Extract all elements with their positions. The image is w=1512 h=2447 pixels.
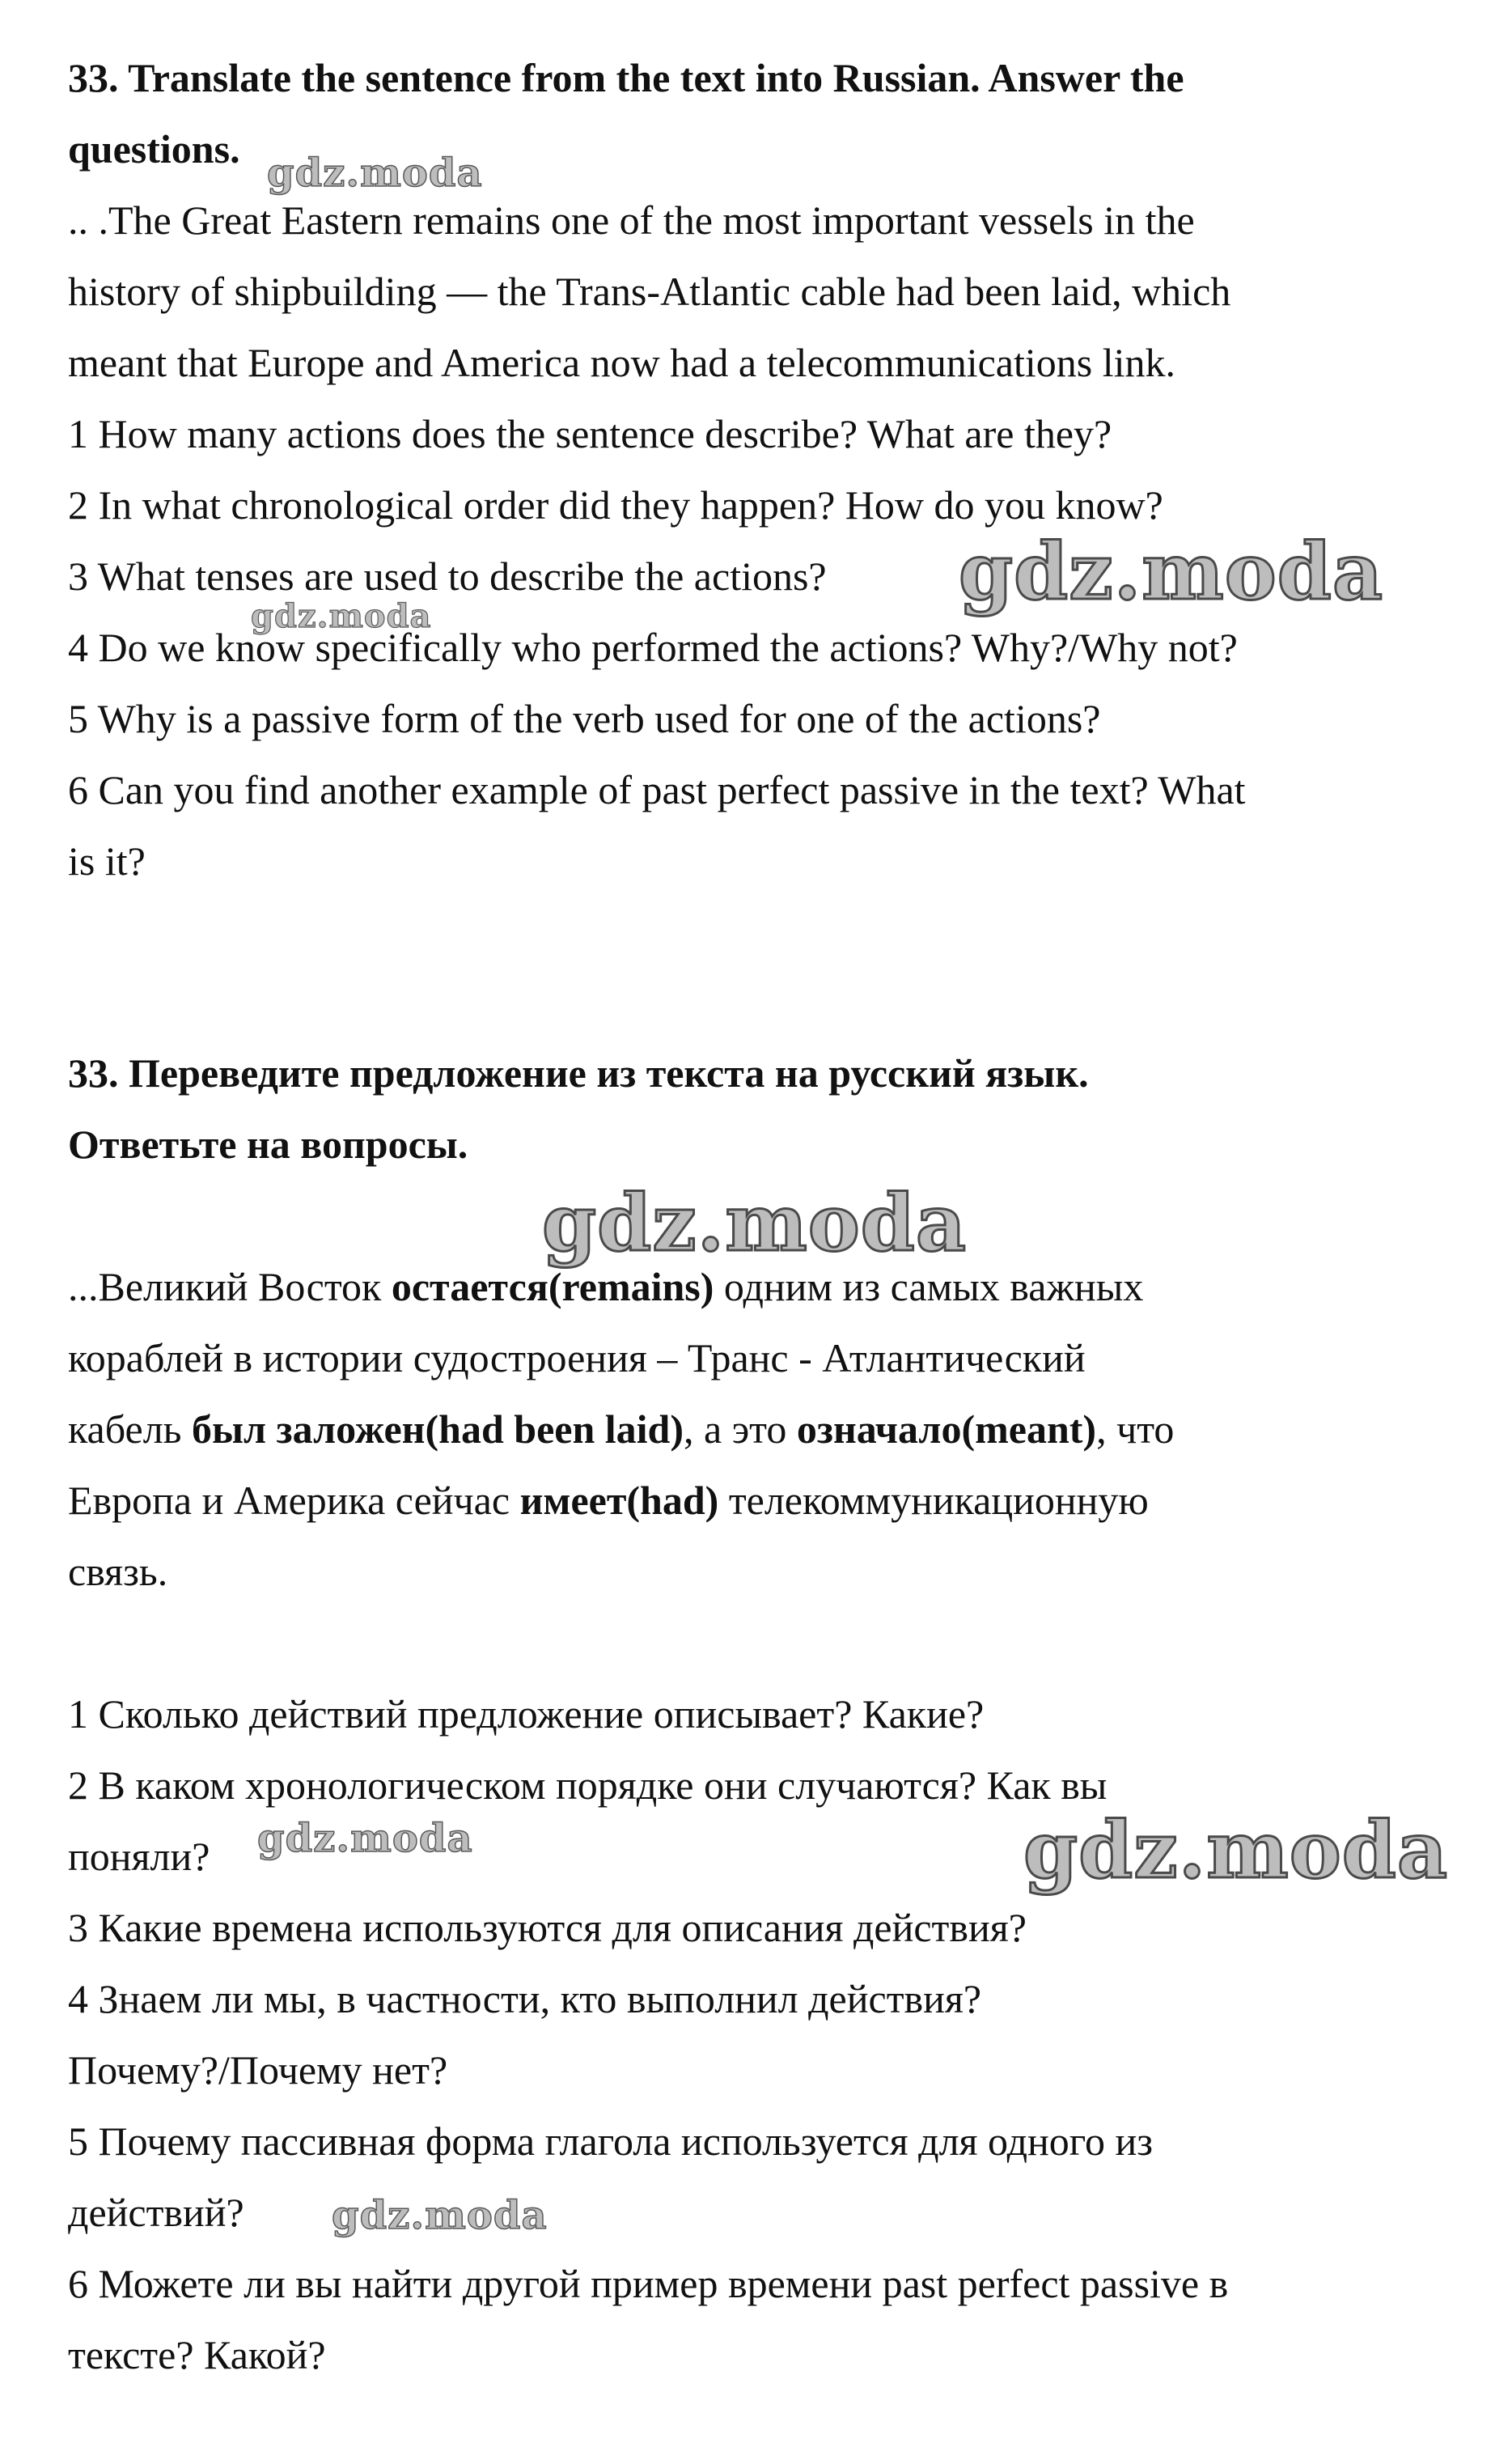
english-question-2: 2 In what chronological order did they happen? How do you know? xyxy=(68,482,1163,528)
watermark-logo: gdz.moda xyxy=(959,526,1384,617)
translation-text: Европа и Америка сейчас xyxy=(68,1478,520,1523)
translation-text: ...Великий Восток xyxy=(68,1264,392,1309)
russian-translation-line-3 xyxy=(68,1405,1174,1453)
russian-translation-line-1 xyxy=(68,1262,1143,1311)
russian-question-4: 4 Знаем ли мы, в частности, кто выполнил действия? xyxy=(68,1976,982,2021)
english-passage-line-1: .. .The Great Eastern remains one of the most important vessels in the xyxy=(68,197,1195,243)
translation-text: кабель xyxy=(68,1406,192,1452)
russian-translation-line-4 xyxy=(68,1476,1149,1525)
watermark-logo: gdz.moda xyxy=(267,151,483,196)
english-passage-line-2: history of shipbuilding — the Trans-Atlantic cable had been laid, which xyxy=(68,269,1231,314)
translation-text: телекоммуникационную xyxy=(718,1478,1149,1523)
russian-question-2-cont: поняли? xyxy=(68,1834,210,1879)
watermark-logo: gdz.moda xyxy=(332,2193,548,2238)
watermark-logo: gdz.moda xyxy=(1023,1805,1449,1896)
translation-verb-had-been-laid: был заложен(had been laid) xyxy=(191,1406,684,1452)
english-question-1: 1 How many actions does the sentence describe? What are they? xyxy=(68,411,1112,456)
translation-text: , что xyxy=(1096,1406,1175,1452)
watermark-logo: gdz.moda xyxy=(251,597,432,635)
russian-question-6: 6 Можете ли вы найти другой пример времени past perfect passive в xyxy=(68,2261,1229,2306)
english-question-5: 5 Why is a passive form of the verb used for one of the actions? xyxy=(68,696,1101,741)
russian-question-5-cont: действий? xyxy=(68,2190,244,2235)
russian-question-1: 1 Сколько действий предложение описывает? Какие? xyxy=(68,1691,985,1737)
watermark-logo: gdz.moda xyxy=(257,1816,473,1861)
english-passage-line-3: meant that Europe and America now had a telecommunications link. xyxy=(68,340,1176,385)
translation-verb-meant: означало(meant) xyxy=(796,1406,1097,1452)
translation-verb-remains: остается(remains) xyxy=(391,1264,714,1309)
russian-question-2: 2 В каком хронологическом порядке они случаются? Как вы xyxy=(68,1762,1108,1808)
translation-verb-had: имеет(had) xyxy=(519,1478,719,1523)
english-question-4: 4 Do we know specifically who performed the actions? Why?/Why not? xyxy=(68,625,1238,670)
english-question-6-cont: is it? xyxy=(68,838,146,884)
russian-heading-line-2: Ответьте на вопросы. xyxy=(68,1122,468,1167)
english-heading-line-2: questions. xyxy=(68,126,240,172)
russian-question-4-cont: Почему?/Почему нет? xyxy=(68,2047,448,2093)
russian-translation-line-2: кораблей в истории судостроения – Транс - Атлантический xyxy=(68,1335,1086,1380)
translation-text: , а это xyxy=(684,1406,797,1452)
russian-question-6-cont: тексте? Какой? xyxy=(68,2332,326,2377)
russian-question-5: 5 Почему пассивная форма глагола используется для одного из xyxy=(68,2118,1154,2164)
english-heading-line-1: 33. Translate the sentence from the text into Russian. Answer the xyxy=(68,55,1184,100)
russian-question-3: 3 Какие времена используются для описания действия? xyxy=(68,1905,1027,1950)
english-question-6: 6 Can you find another example of past perfect passive in the text? What xyxy=(68,767,1246,812)
translation-text: одним из самых важных xyxy=(714,1264,1144,1309)
english-question-3: 3 What tenses are used to describe the actions? xyxy=(68,553,827,599)
watermark-logo: gdz.moda xyxy=(542,1177,968,1269)
russian-heading-line-1: 33. Переведите предложение из текста на русский язык. xyxy=(68,1050,1089,1096)
russian-translation-line-5: связь. xyxy=(68,1549,168,1594)
